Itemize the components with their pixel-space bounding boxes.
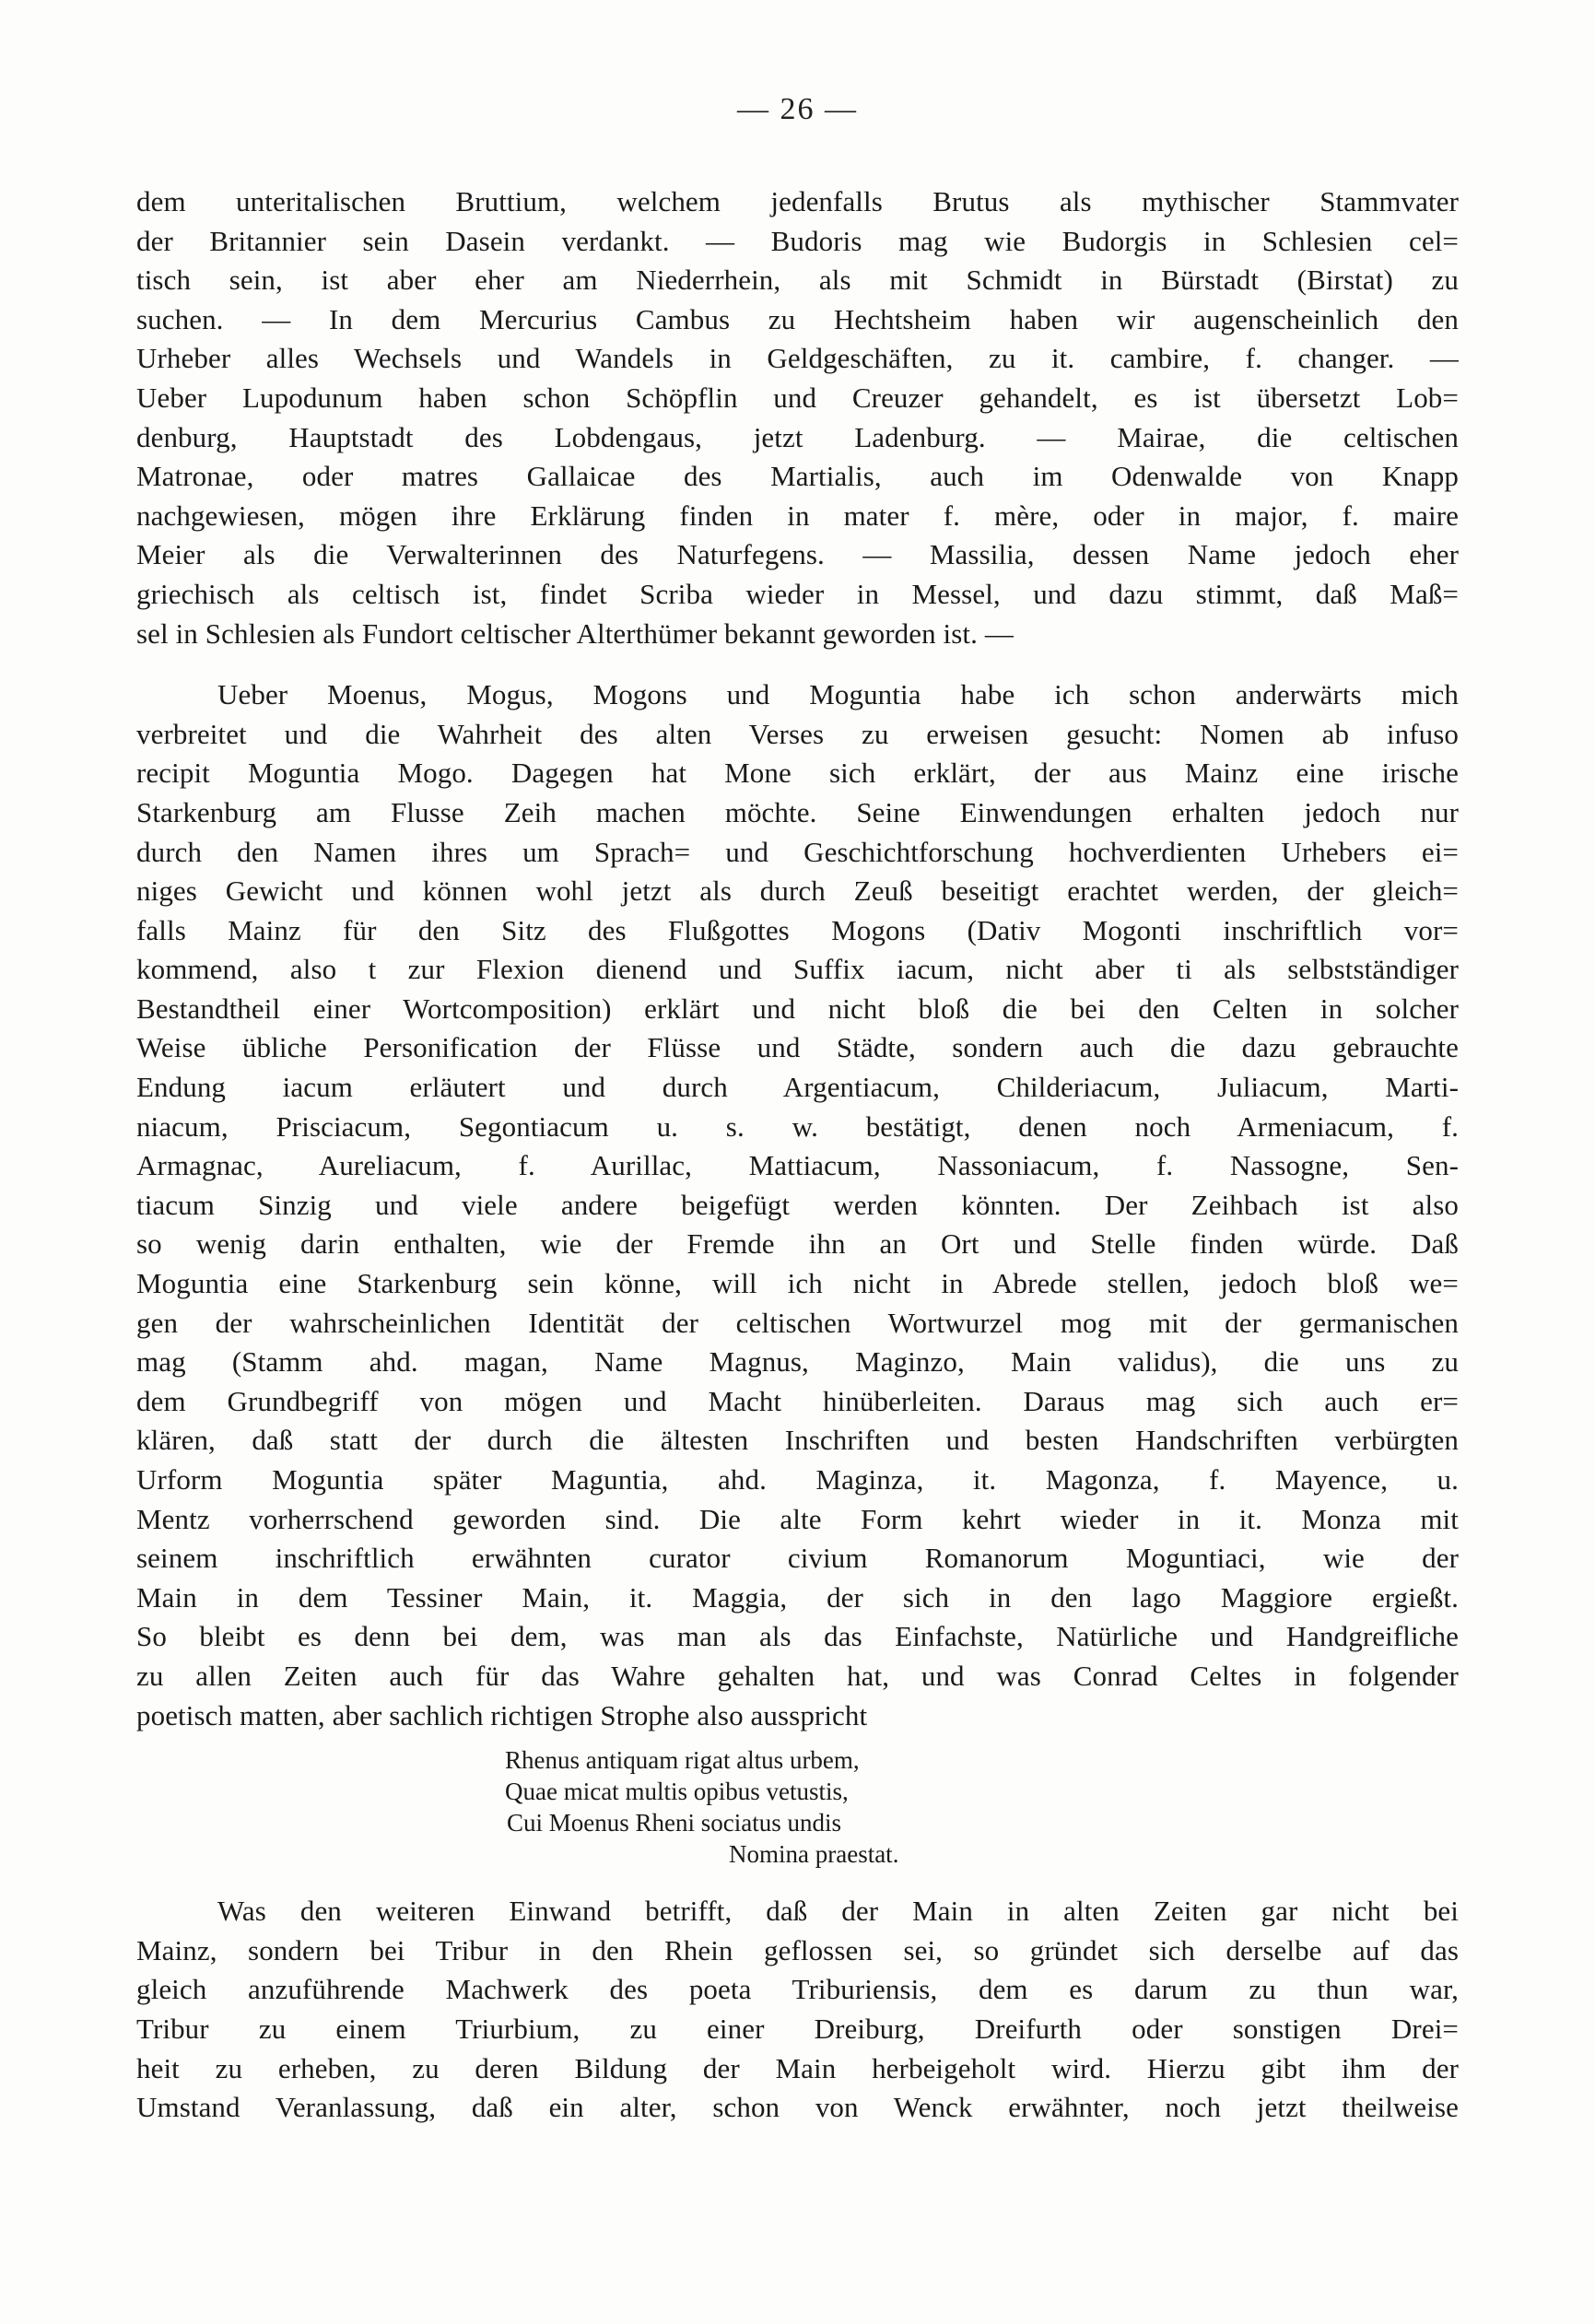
text-line: Weise übliche Personification der Flüsse und Städte, sondern auch die dazu gebrauchte (136, 1031, 1459, 1064)
text-line: Armagnac, Aureliacum, f. Aurillac, Mattiacum, Nassoniacum, f. Nassogne, Sen- (136, 1149, 1459, 1182)
text-line: so wenig darin enthalten, wie der Fremde ihn an Ort und Stelle finden würde. Daß (136, 1227, 1459, 1261)
text-line: Mainz, sondern bei Tribur in den Rhein geflossen sei, so gründet sich derselbe auf das (136, 1933, 1459, 1966)
text-line: Starkenburg am Flusse Zeih machen möchte. Seine Einwendungen erhalten jedoch nur (136, 795, 1459, 828)
paragraph-2 (136, 675, 1459, 1735)
text-line: Meier als die Verwalterinnen des Naturfegens. — Massilia, dessen Name jedoch eher (136, 538, 1459, 571)
text-line: verbreitet und die Wahrheit des alten Verses zu erweisen gesucht: Nomen ab infuso (136, 717, 1459, 750)
text-line: Bestandtheil einer Wortcomposition) erklärt und nicht bloß die bei den Celten in solcher (136, 992, 1459, 1025)
text-line: zu allen Zeiten auch für das Wahre gehalten hat, und was Conrad Celtes in folgender (136, 1659, 1459, 1692)
text-line: niges Gewicht und können wohl jetzt als durch Zeuß beseitigt erachtet werden, der gleich= (136, 874, 1459, 908)
text-line: falls Mainz für den Sitz des Flußgottes Mogons (Dativ Mogonti inschriftlich vor= (136, 913, 1459, 946)
text-line: durch den Namen ihres um Sprach= und Geschichtforschung hochverdienten Urhebers ei= (136, 835, 1459, 868)
verse-line: Nomina praestat. (729, 1840, 899, 1869)
text-line: klären, daß statt der durch die ältesten Inschriften und besten Handschriften verbürgten (136, 1424, 1459, 1457)
paragraph-3 (136, 1892, 1459, 2128)
text-line: kommend, also t zur Flexion dienend und Suffix iacum, nicht aber ti als selbstständiger (136, 953, 1459, 986)
text-line: griechisch als celtisch ist, findet Scriba wieder in Messel, und dazu stimmt, daß Maß= (136, 577, 1459, 610)
text-line: Matronae, oder matres Gallaicae des Martialis, auch im Odenwalde von Knapp (136, 460, 1459, 493)
text-line: denburg, Hauptstadt des Lobdengaus, jetzt Ladenburg. — Mairae, die celtischen (136, 420, 1459, 453)
text-line: mag (Stamm ahd. magan, Name Magnus, Maginzo, Main validus), die uns zu (136, 1345, 1459, 1379)
text-line: dem Grundbegriff von mögen und Macht hinüberleiten. Daraus mag sich auch er= (136, 1384, 1459, 1417)
text-line: tiacum Sinzig und viele andere beigefügt werden könnten. Der Zeihbach ist also (136, 1188, 1459, 1221)
text-line: poetisch matten, aber sachlich richtigen Strophe also ausspricht (136, 1698, 868, 1731)
text-line: nachgewiesen, mögen ihre Erklärung finden in mater f. mère, oder in major, f. maire (136, 499, 1459, 532)
text-line: Ueber Moenus, Mogus, Mogons und Moguntia habe ich schon anderwärts mich (217, 678, 1459, 711)
text-line: Umstand Veranlassung, daß ein alter, schon von Wenck erwähnter, noch jetzt theilweise (136, 2091, 1459, 2124)
text-line: Was den weiteren Einwand betrifft, daß der Main in alten Zeiten gar nicht bei (217, 1895, 1459, 1928)
text-line: dem unteritalischen Bruttium, welchem jedenfalls Brutus als mythischer Stammvater (136, 185, 1459, 217)
text-line: heit zu erheben, zu deren Bildung der Main herbeigeholt wird. Hierzu gibt ihm der (136, 2051, 1459, 2084)
verse-gap-bottom (136, 1870, 1459, 1892)
verse-line: Quae micat multis opibus vetustis, (505, 1778, 849, 1806)
text-line: Ueber Lupodunum haben schon Schöpflin und Creuzer gehandelt, es ist übersetzt Lob= (136, 381, 1459, 414)
text-line: sel in Schlesien als Fundort celtischer Alterthümer bekannt geworden ist. — (136, 616, 1014, 650)
text-line: Moguntia eine Starkenburg sein könne, will ich nicht in Abrede stellen, jedoch bloß we= (136, 1267, 1459, 1300)
text-line: Urform Moguntia später Maguntia, ahd. Maginza, it. Magonza, f. Mayence, u. (136, 1463, 1459, 1496)
text-line: seinem inschriftlich erwähnten curator civium Romanorum Moguntiaci, wie der (136, 1542, 1459, 1575)
text-line: Mentz vorherrschend geworden sind. Die alte Form kehrt wieder in it. Monza mit (136, 1502, 1459, 1535)
body-text (136, 182, 1459, 2128)
page-number: — 26 — (737, 92, 858, 126)
text-line: So bleibt es denn bei dem, was man als das Einfachste, Natürliche und Handgreifliche (136, 1620, 1459, 1653)
verse-line: Rhenus antiquam rigat altus urbem, (505, 1746, 860, 1775)
paragraph-gap (136, 653, 1459, 675)
text-line: niacum, Prisciacum, Segontiacum u. s. w. bestätigt, denen noch Armeniacum, f. (136, 1109, 1459, 1143)
text-line: tisch sein, ist aber eher am Niederrhein, als mit Schmidt in Bürstadt (Birstat) zu (136, 264, 1459, 297)
text-line: gleich anzuführende Machwerk des poeta Triburiensis, dem es darum zu thun war, (136, 1973, 1459, 2006)
verse-line: Cui Moenus Rheni sociatus undis (507, 1809, 841, 1837)
text-line: Main in dem Tessiner Main, it. Maggia, der sich in den lago Maggiore ergießt. (136, 1580, 1459, 1614)
text-line: suchen. — In dem Mercurius Cambus zu Hechtsheim haben wir augenscheinlich den (136, 302, 1459, 335)
text-line: der Britannier sein Dasein verdankt. — Budoris mag wie Budorgis in Schlesien cel= (136, 224, 1459, 257)
text-line: recipit Moguntia Mogo. Dagegen hat Mone sich erklärt, der aus Mainz eine irische (136, 757, 1459, 790)
text-line: Urheber alles Wechsels und Wandels in Geldgeschäften, zu it. cambire, f. changer. — (136, 342, 1459, 375)
verse-gap-top (136, 1735, 1459, 1744)
verse-block (136, 1744, 1459, 1870)
text-line: gen der wahrscheinlichen Identität der celtischen Wortwurzel mog mit der germanischen (136, 1306, 1459, 1339)
text-line: Endung iacum erläutert und durch Argentiacum, Childeriacum, Juliacum, Marti- (136, 1071, 1459, 1104)
paragraph-1 (136, 182, 1459, 653)
text-line: Tribur zu einem Triurbium, zu einer Dreiburg, Dreifurth oder sonstigen Drei= (136, 2012, 1459, 2045)
